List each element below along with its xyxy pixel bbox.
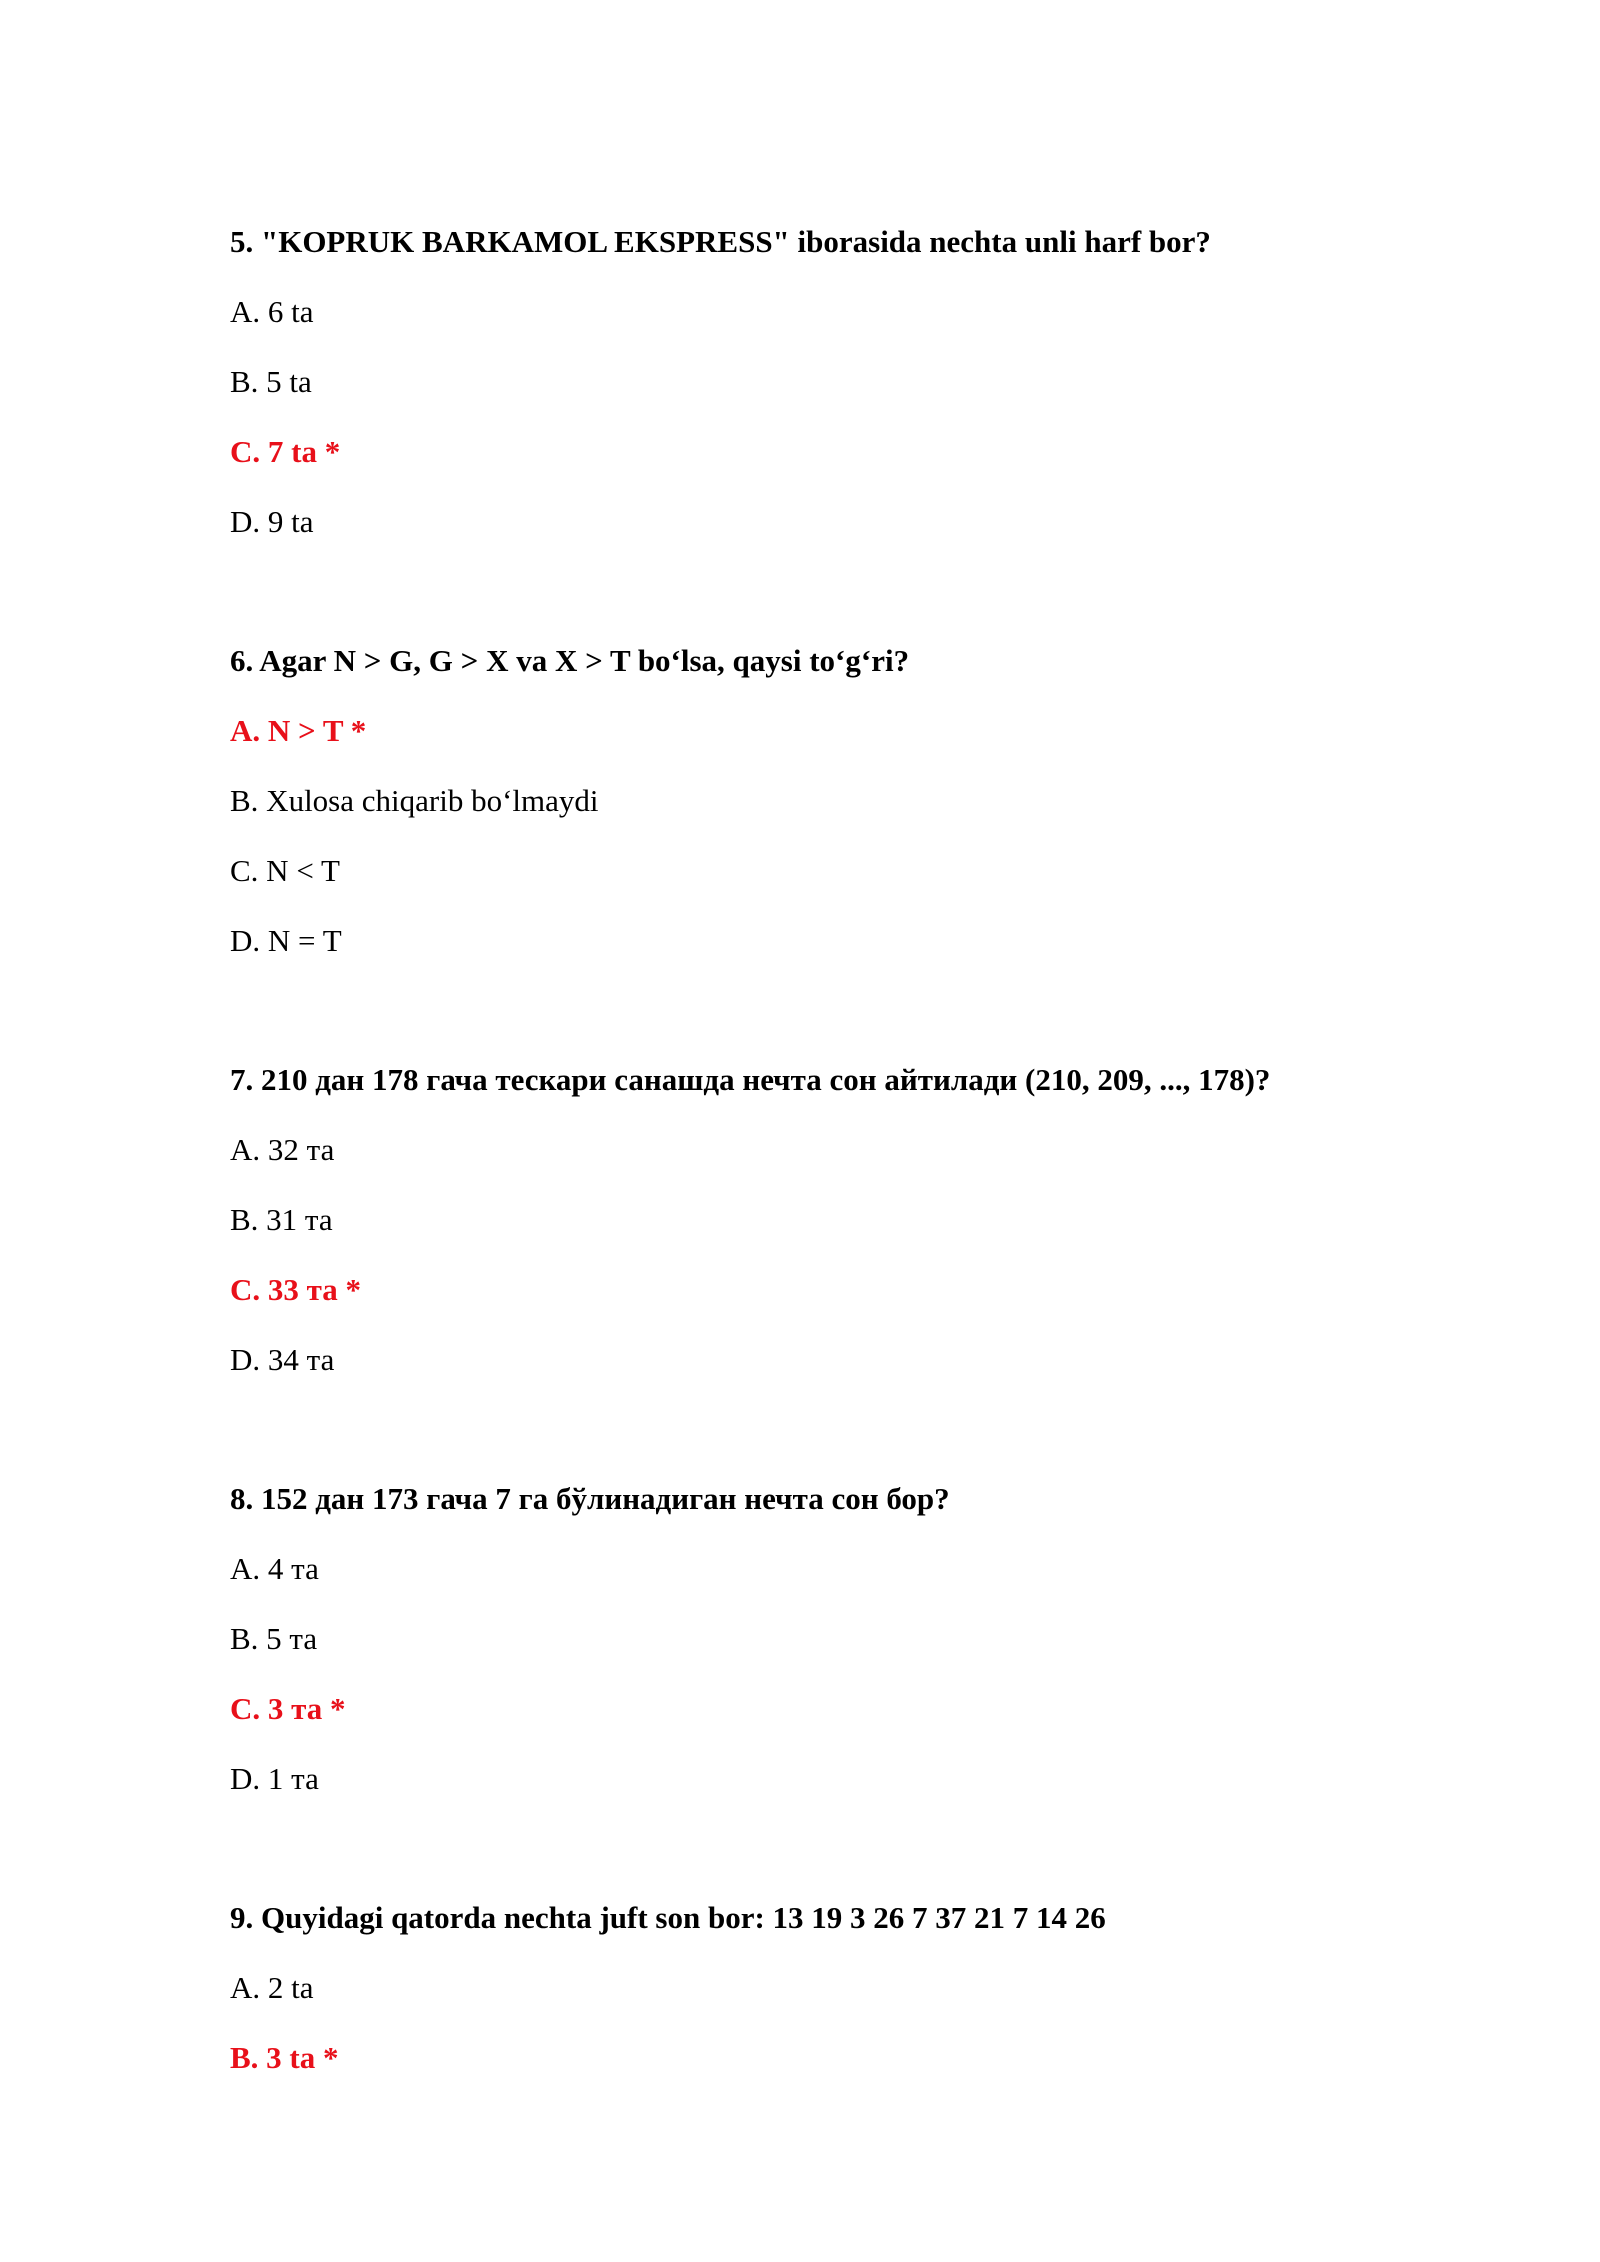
question-text: 6. Agar N > G, G > X va X > T bo‘lsa, qaysi to‘g‘ri? bbox=[230, 643, 910, 678]
question-text: 9. Quyidagi qatorda nechta juft son bor: 13 19 3 26 7 37 21 7 14 26 bbox=[230, 1900, 1106, 1935]
question-text: 8. 152 дан 173 гача 7 га бўлинадиган нечта сон бор? bbox=[230, 1481, 950, 1516]
option-a: A. 2 ta bbox=[230, 1970, 314, 2005]
option-b-correct: B. 3 ta * bbox=[230, 2040, 339, 2075]
option-a: A. 6 ta bbox=[230, 294, 314, 329]
option-c-correct: C. 33 та * bbox=[230, 1272, 361, 1307]
option-a: A. 32 та bbox=[230, 1132, 335, 1167]
option-a: A. 4 та bbox=[230, 1551, 319, 1586]
question-7 bbox=[230, 1062, 1530, 1378]
option-c-correct: C. 3 та * bbox=[230, 1691, 346, 1726]
option-a-correct: A. N > T * bbox=[230, 713, 367, 748]
question-text: 7. 210 дан 178 гача тескари санашда нечта сон айтилади (210, 209, ..., 178)? bbox=[230, 1062, 1271, 1097]
question-6 bbox=[230, 643, 1530, 959]
option-c: C. N < T bbox=[230, 853, 340, 888]
option-d: D. 34 та bbox=[230, 1342, 335, 1377]
question-9 bbox=[230, 1900, 1530, 2076]
option-c-correct: C. 7 ta * bbox=[230, 434, 341, 469]
question-5 bbox=[230, 224, 1530, 540]
option-b: B. 31 та bbox=[230, 1202, 333, 1237]
option-b: B. Xulosa chiqarib bo‘lmaydi bbox=[230, 783, 599, 818]
question-8 bbox=[230, 1481, 1530, 1797]
option-d: D. 9 ta bbox=[230, 504, 314, 539]
option-b: B. 5 та bbox=[230, 1621, 318, 1656]
option-d: D. N = T bbox=[230, 923, 342, 958]
option-b: B. 5 ta bbox=[230, 364, 312, 399]
question-text: 5. "KOPRUK BARKAMOL EKSPRESS" iborasida nechta unli harf bor? bbox=[230, 224, 1211, 259]
option-d: D. 1 та bbox=[230, 1761, 319, 1796]
